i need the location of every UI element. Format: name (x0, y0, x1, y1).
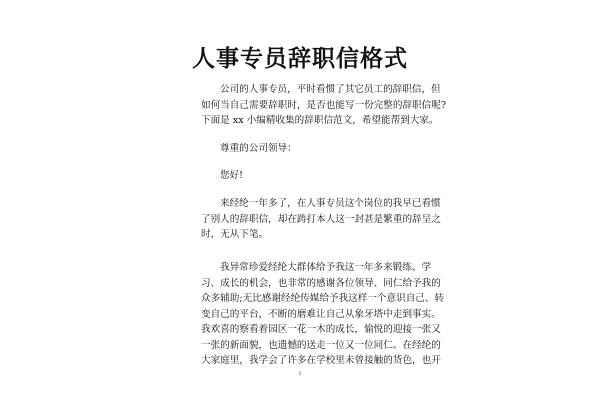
intro-line-2: 如何当自己需要辞职时，是否也能写一份完整的辞职信呢? (201, 99, 446, 111)
paragraph-1 (201, 196, 441, 243)
salutation-text: 尊重的公司领导： (220, 143, 297, 154)
intro-paragraph (201, 82, 446, 129)
paragraph-1-line-1: 来经纶一年多了，在人事专员这个岗位的我早已看惯 (220, 198, 441, 209)
paragraph-2 (201, 260, 445, 369)
paragraph-2-line-2: 习、成长的机会，也非常的感谢各位领导、同仁给予我的 (201, 277, 441, 289)
paragraph-2-line-4: 变自己的平台，不断的磨难让自己从象牙塔中走到事实。 (201, 308, 441, 320)
paragraph-2-line-3: 众多辅助;无比感谢经纶传媒给予我这样一个意识自己、转 (201, 293, 445, 304)
intro-line-1: 公司的人事专员，平时看惯了其它员工的辞职信，但 (220, 84, 441, 95)
greeting-text: 您好! (220, 170, 244, 181)
paragraph-2-line-6: 一张的新面貌，也遗憾的送走一位又一位同仁。在经纶的 (201, 339, 441, 351)
paragraph-1-line-3: 时，无从下笔。 (201, 229, 269, 240)
paragraph-2-line-5: 我欢喜的察看着园区一花一木的成长，愉悦的迎接一张又 (201, 324, 441, 335)
page-number: 1 (298, 371, 302, 377)
paragraph-2-line-1: 我异常珍爱经纶大群体给予我这一年多来锻练、学 (220, 262, 432, 273)
document-title: 人事专员辞职信格式 (192, 45, 408, 72)
paragraph-1-line-2: 了别人的辞职信，却在踌打本人这一封甚是繁重的辞呈之 (201, 213, 441, 225)
paragraph-2-line-7: 大家庭里，我学会了许多在学校里未曾接触的货色，也开 (201, 355, 441, 366)
greeting (201, 168, 416, 184)
salutation (201, 141, 416, 157)
intro-line-3: 下面是 xx 小编精收集的辞职信范文，希望能帮到大家。 (201, 115, 439, 126)
